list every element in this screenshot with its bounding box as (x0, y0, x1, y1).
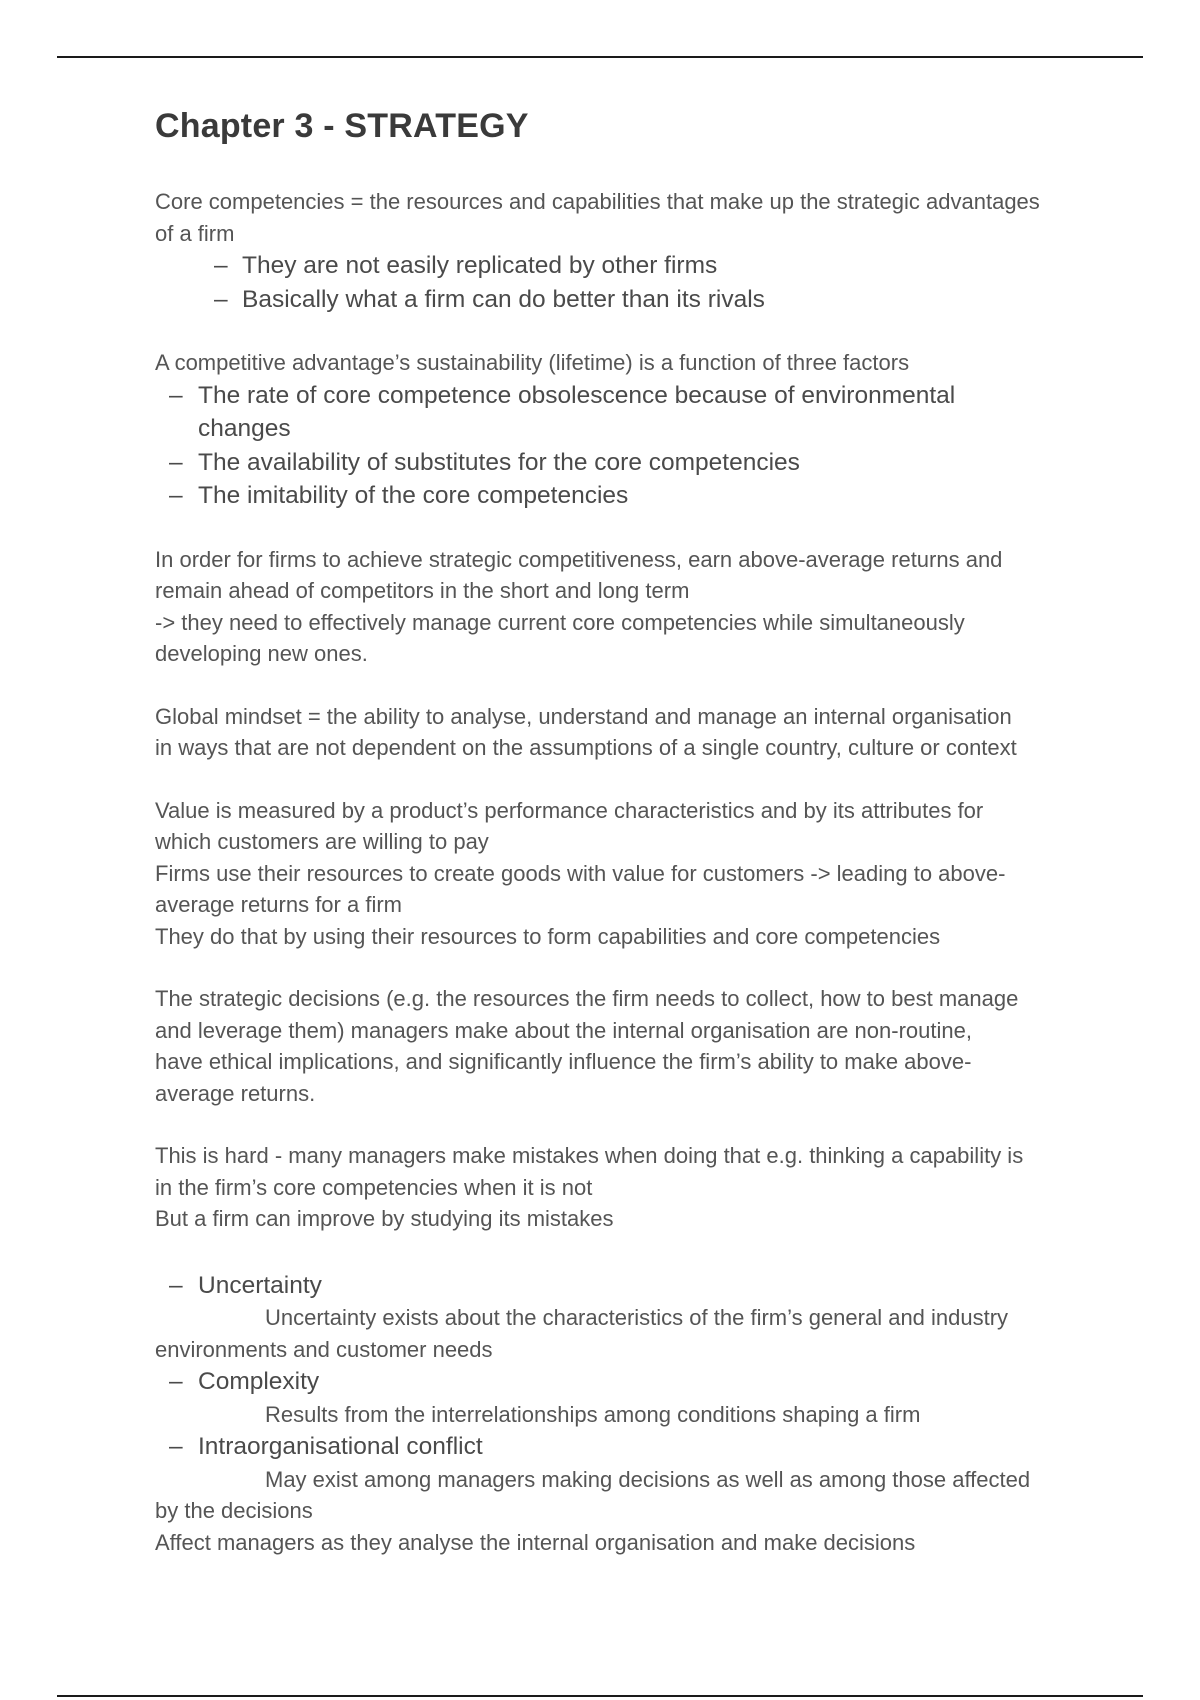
core-competencies-definition: Core competencies = the resources and capabilities that make up the strategic advantages of a firm (155, 189, 1040, 246)
list-item: – Basically what a firm can do better than its rivals (155, 283, 1055, 317)
conditions-list (155, 1269, 1055, 1303)
value-paragraph: Value is measured by a product’s performance characteristics and by its attributes for which customers are willing to pay (155, 797, 984, 854)
list-item: – The imitability of the core competencies (155, 479, 1055, 513)
list-item-conflict: – Intraorganisational conflict (155, 1430, 1055, 1464)
bottom-rule (57, 1695, 1143, 1697)
top-rule (57, 56, 1143, 58)
competitiveness-paragraph: In order for firms to achieve strategic competitiveness, earn above-average returns and remain ahead of competitors in the short and long term (155, 546, 1003, 603)
uncertainty-description: Uncertainty exists about the characteristics of the firm’s general and industry environments and customer needs (155, 1305, 1009, 1362)
strategic-decisions-paragraph: The strategic decisions (e.g. the resources the firm needs to collect, how to best manage and leverage them) managers make about the internal organisation are non-routine, have ethical implications, and significantly influence the firm’s ability to make above-average returns. (155, 986, 1019, 1106)
competitiveness-conclusion: -> they need to effectively manage current core competencies while simultaneously developing new ones. (155, 609, 965, 666)
list-item: – The rate of core competence obsolescence because of environmental changes (155, 379, 1055, 446)
list-item-uncertainty: – Uncertainty (155, 1269, 1055, 1303)
conditions-list-cont (155, 1430, 1055, 1464)
sustainability-factors-list (155, 379, 1055, 513)
list-item: – They are not easily replicated by other firms (155, 249, 1055, 283)
value-paragraph: They do that by using their resources to form capabilities and core competencies (155, 923, 941, 949)
document-body (155, 104, 1055, 1558)
mistakes-paragraph: But a firm can improve by studying its mistakes (155, 1206, 614, 1231)
value-paragraph: Firms use their resources to create goods with value for customers -> leading to above-average returns for a firm (155, 860, 1006, 917)
complexity-description: Results from the interrelationships among conditions shaping a firm (265, 1401, 921, 1427)
mistakes-paragraph: This is hard - many managers make mistakes when doing that e.g. thinking a capability is in the firm’s core competencies when it is not (155, 1143, 1024, 1200)
list-item-complexity: – Complexity (155, 1365, 1055, 1399)
conditions-closing: Affect managers as they analyse the internal organisation and make decisions (155, 1529, 916, 1555)
page-title: Chapter 3 - STRATEGY (155, 107, 529, 145)
conditions-list-cont (155, 1365, 1055, 1399)
global-mindset-definition: Global mindset = the ability to analyse, understand and manage an internal organisation in ways that are not dependent on the assumptions of a single country, culture or context (155, 703, 1017, 760)
core-competencies-list (155, 249, 1055, 316)
sustainability-intro: A competitive advantage’s sustainability (lifetime) is a function of three factors (155, 350, 910, 375)
conflict-description: May exist among managers making decisions as well as among those affected by the decisions (155, 1466, 1031, 1523)
list-item: – The availability of substitutes for the core competencies (155, 446, 1055, 480)
